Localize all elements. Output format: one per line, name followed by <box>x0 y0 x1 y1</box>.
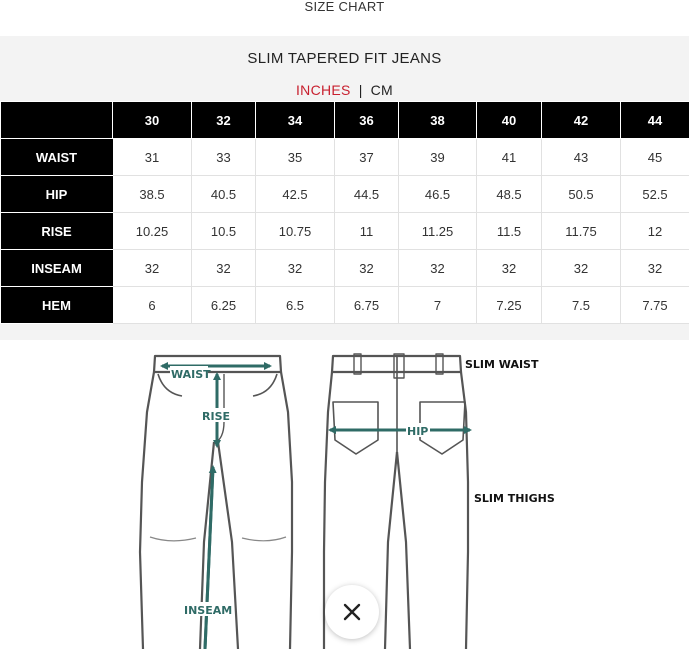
table-cell: 7.25 <box>477 287 542 324</box>
table-cell: 7.75 <box>621 287 689 324</box>
table-row <box>1 287 689 324</box>
table-cell: 39 <box>399 139 477 176</box>
rise-label: RISE <box>202 410 230 423</box>
table-cell: 6.5 <box>256 287 335 324</box>
table-cell: 37 <box>335 139 399 176</box>
chart-heading: SLIM TAPERED FIT JEANS <box>0 50 689 67</box>
hip-label: HIP <box>407 425 428 438</box>
size-header-row <box>1 102 689 139</box>
table-cell: 50.5 <box>542 176 621 213</box>
table-cell: 7.5 <box>542 287 621 324</box>
table-cell: 32 <box>399 250 477 287</box>
inseam-label: INSEAM <box>184 604 232 617</box>
table-cell: 10.75 <box>256 213 335 250</box>
size-header: 38 <box>399 102 477 139</box>
unit-separator: | <box>359 82 363 98</box>
table-cell: 32 <box>113 250 192 287</box>
table-cell: 52.5 <box>621 176 689 213</box>
table-cell: 11.25 <box>399 213 477 250</box>
table-cell: 6.75 <box>335 287 399 324</box>
table-cell: 10.25 <box>113 213 192 250</box>
table-cell: 33 <box>192 139 256 176</box>
corner-cell <box>1 102 113 139</box>
table-cell: 32 <box>621 250 689 287</box>
table-cell: 48.5 <box>477 176 542 213</box>
table-cell: 42.5 <box>256 176 335 213</box>
table-cell: 32 <box>192 250 256 287</box>
table-cell: 11.5 <box>477 213 542 250</box>
table-cell: 32 <box>256 250 335 287</box>
table-cell: 41 <box>477 139 542 176</box>
table-cell: 35 <box>256 139 335 176</box>
table-cell: 43 <box>542 139 621 176</box>
table-cell: 6.25 <box>192 287 256 324</box>
size-header: 34 <box>256 102 335 139</box>
row-label: RISE <box>1 213 113 250</box>
waist-label: WAIST <box>171 368 211 381</box>
table-cell: 6 <box>113 287 192 324</box>
unit-toggle <box>0 82 689 98</box>
size-header: 40 <box>477 102 542 139</box>
table-cell: 31 <box>113 139 192 176</box>
table-cell: 38.5 <box>113 176 192 213</box>
close-icon <box>342 602 362 622</box>
row-label: HIP <box>1 176 113 213</box>
table-cell: 10.5 <box>192 213 256 250</box>
table-cell: 40.5 <box>192 176 256 213</box>
table-cell: 11.75 <box>542 213 621 250</box>
table-cell: 12 <box>621 213 689 250</box>
table-cell: 32 <box>477 250 542 287</box>
row-label: WAIST <box>1 139 113 176</box>
table-cell: 11 <box>335 213 399 250</box>
table-cell: 7 <box>399 287 477 324</box>
table-cell: 32 <box>542 250 621 287</box>
table-row <box>1 213 689 250</box>
slim-thighs-label: SLIM THIGHS <box>474 492 555 505</box>
table-row <box>1 176 689 213</box>
table-cell: 32 <box>335 250 399 287</box>
unit-cm-option[interactable]: CM <box>371 82 393 98</box>
unit-inches-option[interactable]: INCHES <box>296 82 351 98</box>
size-header: 32 <box>192 102 256 139</box>
table-cell: 44.5 <box>335 176 399 213</box>
page-title: SIZE CHART <box>0 0 689 36</box>
row-label: INSEAM <box>1 250 113 287</box>
size-header: 30 <box>113 102 192 139</box>
row-label: HEM <box>1 287 113 324</box>
table-cell: 46.5 <box>399 176 477 213</box>
slim-waist-label: SLIM WAIST <box>465 358 539 371</box>
table-row <box>1 250 689 287</box>
size-header: 42 <box>542 102 621 139</box>
table-row <box>1 139 689 176</box>
close-button[interactable] <box>325 585 379 639</box>
size-header: 44 <box>621 102 689 139</box>
table-cell: 45 <box>621 139 689 176</box>
size-header: 36 <box>335 102 399 139</box>
size-table <box>0 101 689 324</box>
